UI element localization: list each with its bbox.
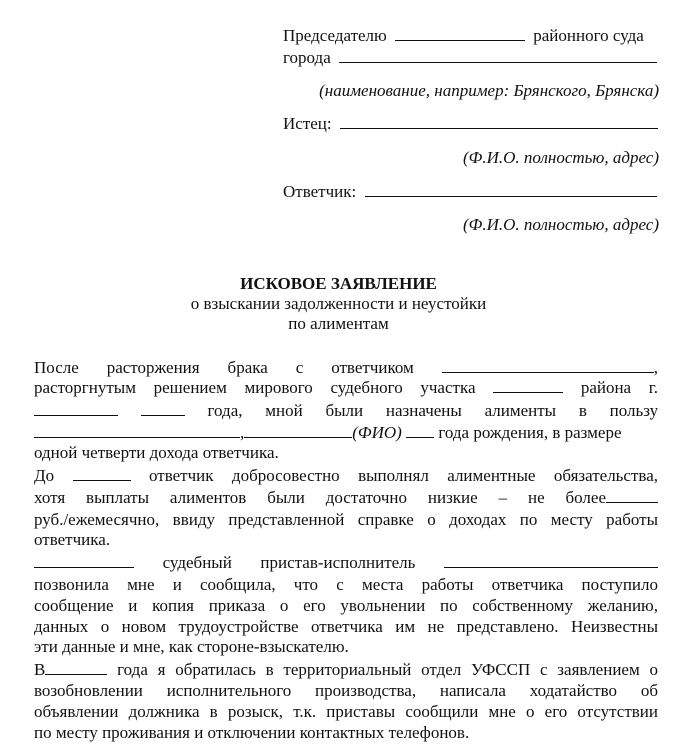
recipient-line-2 xyxy=(283,48,657,68)
p3-line-5: эти данные и мне, как стороне-взыскателю. xyxy=(34,637,349,656)
city-blank[interactable] xyxy=(339,48,657,63)
birth-year-blank[interactable] xyxy=(406,423,434,438)
p1-line-1: После расторжения брака с ответчиком , xyxy=(34,358,658,377)
document-subtitle-1: о взыскании задолженности и неустойки xyxy=(190,294,487,313)
defendant-line xyxy=(283,182,657,202)
amount-blank[interactable] xyxy=(606,488,658,503)
recipient-line-1 xyxy=(283,26,644,46)
plaintiff-line xyxy=(283,114,658,134)
p1-line-4: , (ФИО) года рождения, в размере xyxy=(34,423,658,443)
recipient-title: Председателю xyxy=(283,26,387,45)
child-name-blank-2[interactable] xyxy=(244,423,352,438)
defendant-blank[interactable] xyxy=(365,182,657,197)
city-name-blank[interactable] xyxy=(34,401,118,416)
document-subtitle-2: по алиментам xyxy=(288,314,389,333)
child-name-blank[interactable] xyxy=(34,423,240,438)
bailiff-name-blank[interactable] xyxy=(444,553,658,568)
city-label: города xyxy=(283,48,331,67)
p1-line-3: года, мной были назначены алименты в пользу xyxy=(34,401,658,421)
appeal-year-blank[interactable] xyxy=(45,660,107,675)
date-blank[interactable] xyxy=(73,466,131,481)
year-blank[interactable] xyxy=(141,401,185,416)
p1-line-2: расторгнутым решением мирового судебного участка района г. xyxy=(34,378,659,397)
p2-line-3: руб./ежемесячно, ввиду представленной справке о доходах по месту работы xyxy=(34,510,658,529)
court-hint: (наименование, например: Брянского, Брянска) xyxy=(319,81,659,100)
plaintiff-blank[interactable] xyxy=(340,114,658,129)
p4-line-3: объявлении должника в розыск, т.к. приставы сообщили мне о его отсутствии xyxy=(34,702,658,721)
defendant-hint: (Ф.И.О. полностью, адрес) xyxy=(463,215,659,234)
p4-line-1: В года я обратилась в территориальный отдел УФССП с заявлением о xyxy=(34,660,658,679)
p3-line-3: сообщение и копия приказа о его увольнении по собственному желанию, xyxy=(34,596,658,615)
p2-line-1: До ответчик добросовестно выполнял алиментные обязательства, xyxy=(34,466,659,485)
defendant-name-blank[interactable] xyxy=(442,358,654,373)
district-blank[interactable] xyxy=(493,378,563,393)
p2-line-4: ответчика. xyxy=(34,530,111,549)
court-type: районного суда xyxy=(533,26,644,45)
defendant-label: Ответчик: xyxy=(283,182,357,201)
p3-line-1: судебный пристав-исполнитель xyxy=(34,553,658,573)
p4-line-4: по месту проживания и отключении контактных телефонов. xyxy=(34,723,470,742)
document-title: ИСКОВОЕ ЗАЯВЛЕНИЕ xyxy=(240,274,437,293)
fio-hint: (ФИО) xyxy=(352,423,402,442)
p4-line-2: возобновлении исполнительного производства, написала ходатайство об xyxy=(34,681,658,700)
p2-line-2: хотя выплаты алиментов были достаточно низкие – не более xyxy=(34,488,658,508)
court-blank[interactable] xyxy=(395,26,525,41)
p1-line-5: одной четверти дохода ответчика. xyxy=(34,443,279,462)
plaintiff-hint: (Ф.И.О. полностью, адрес) xyxy=(463,148,659,167)
p3-line-2: позвонила мне и сообщила, что с места работы ответчика поступило xyxy=(34,575,658,594)
p3-line-4: данных о новом трудоустройстве ответчика им не представлено. Неизвестны xyxy=(34,617,658,636)
plaintiff-label: Истец: xyxy=(283,114,332,133)
bailiff-date-blank[interactable] xyxy=(34,553,134,568)
